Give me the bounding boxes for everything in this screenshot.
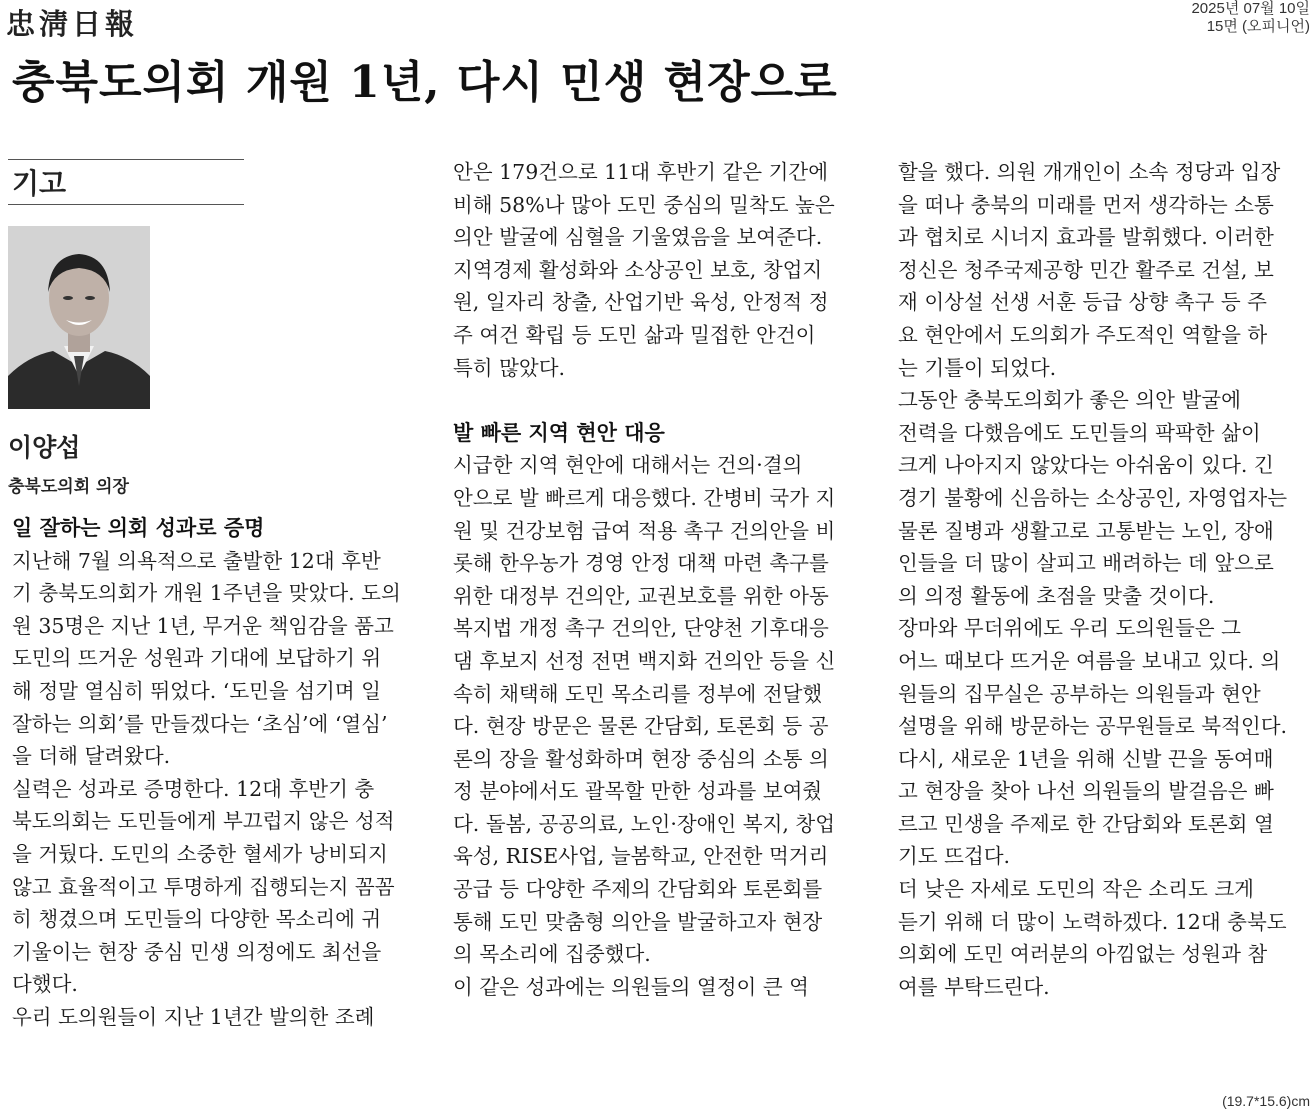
article-text-line: 고 현장을 찾아 나선 의원들의 발걸음은 빠	[898, 779, 1274, 804]
article-text-line: 의 목소리에 집중했다.	[453, 942, 651, 967]
article-text-line: 경기 불황에 신음하는 소상공인, 자영업자는	[898, 485, 1288, 510]
article-text-line: 실력은 성과로 증명한다. 12대 후반기 충	[12, 776, 375, 801]
article-text-line: 물론 질병과 생활고로 고통받는 노인, 장애	[898, 518, 1274, 543]
article-text-line: 도민의 뜨거운 성원과 기대에 보답하기 위	[12, 646, 382, 671]
author-name: 이양섭	[8, 433, 81, 462]
article-column-1	[12, 512, 420, 1034]
article-text-line: 그동안 충북도의회가 좋은 의안 발굴에	[898, 388, 1241, 413]
author-photo	[8, 226, 150, 409]
article-text-line: 롯해 한우농가 경영 안정 대책 마련 촉구를	[453, 551, 829, 576]
article-size-note: (19.7*15.6)cm	[1222, 1093, 1310, 1109]
article-text-line: 안으로 발 빠르게 대응했다. 간병비 국가 지	[453, 485, 836, 510]
article-subheading: 발 빠른 지역 현안 대응	[453, 420, 665, 445]
article-text-line: 기 충북도의회가 개원 1주년을 맞았다. 도의	[12, 581, 401, 606]
article-text-line: 다했다.	[12, 972, 78, 997]
article-text-line: 원, 일자리 창출, 산업기반 육성, 안정적 정	[453, 290, 829, 315]
article-column-3	[898, 156, 1310, 1003]
article-text-line: 의안 발굴에 심혈을 기울였음을 보여준다.	[453, 225, 823, 250]
article-text-line: 전력을 다했음에도 도민들의 팍팍한 삶이	[898, 420, 1261, 445]
article-text-line: 주 여건 확립 등 도민 삶과 밀접한 안건이	[453, 322, 816, 347]
article-text-line: 육성, RISE사업, 늘봄학교, 안전한 먹거리	[453, 844, 829, 869]
article-text-line: 댐 후보지 선정 전면 백지화 건의안 등을 신	[453, 648, 836, 673]
article-text-line: 과 협치로 시너지 효과를 발휘했다. 이러한	[898, 225, 1274, 250]
article-text-line: 다. 돌봄, 공공의료, 노인·장애인 복지, 창업	[453, 811, 836, 836]
article-text-line: 잘하는 의회’를 만들겠다는 ‘초심’에 ‘열심’	[12, 711, 388, 736]
article-text-line: 할을 했다. 의원 개개인이 소속 정당과 입장	[898, 160, 1281, 184]
article-text-line: 을 거뒀다. 도민의 소중한 혈세가 낭비되지	[12, 841, 388, 866]
author-portrait-image	[8, 226, 150, 409]
article-text-line: 기도 뜨겁다.	[898, 844, 1011, 869]
article-text-line: 이 같은 성과에는 의원들의 열정이 큰 역	[453, 974, 809, 999]
newspaper-masthead: 忠淸日報	[6, 7, 139, 41]
article-text-line: 장마와 무더위에도 우리 도의원들은 그	[898, 616, 1241, 641]
article-text-line: 크게 나아지지 않았다는 아쉬움이 있다. 긴	[898, 453, 1274, 478]
article-text-line: 의 의정 활동에 초점을 맞출 것이다.	[898, 583, 1215, 608]
article-text-line: 재 이상설 선생 서훈 등급 상향 촉구 등 주	[898, 290, 1267, 315]
publication-page: 15면 (오피니언)	[1206, 18, 1310, 35]
article-text-line: 듣기 위해 더 많이 노력하겠다. 12대 충북도	[898, 909, 1287, 934]
article-text-line: 을 더해 달려왔다.	[12, 744, 171, 769]
article-text-line: 르고 민생을 주제로 한 간담회와 토론회 열	[898, 811, 1274, 836]
article-headline: 충북도의회 개원 1년, 다시 민생 현장으로	[12, 57, 838, 108]
article-text-line: 지난해 7월 의욕적으로 출발한 12대 후반	[12, 548, 381, 573]
article-text-line: 설명을 위해 방문하는 공무원들로 북적인다.	[898, 714, 1288, 739]
article-text-line: 해 정말 열심히 뛰었다. ‘도민을 섬기며 일	[12, 678, 381, 703]
article-text-line: 정신은 청주국제공항 민간 활주로 건설, 보	[898, 257, 1274, 282]
article-subheading: 일 잘하는 의회 성과로 증명	[12, 516, 265, 540]
article-text-line: 속히 채택해 도민 목소리를 정부에 전달했	[453, 681, 823, 706]
article-text-line: 복지법 개정 촉구 건의안, 단양천 기후대응	[453, 616, 829, 641]
article-text-line: 원 35명은 지난 1년, 무거운 책임감을 품고	[12, 613, 394, 638]
article-text-line: 인들을 더 많이 살피고 배려하는 데 앞으로	[898, 551, 1274, 576]
article-text-line: 다시, 새로운 1년을 위해 신발 끈을 동여매	[898, 746, 1274, 771]
article-text-line: 비해 58%나 많아 도민 중심의 밀착도 높은	[453, 192, 835, 217]
article-column-2	[453, 156, 865, 1003]
article-text-line: 을 떠나 충북의 미래를 먼저 생각하는 소통	[898, 192, 1274, 217]
article-text-line: 는 기틀이 되었다.	[898, 355, 1057, 380]
article-text-line: 북도의회는 도민들에게 부끄럽지 않은 성적	[12, 809, 395, 834]
article-text-line: 정 분야에서도 괄목할 만한 성과를 보여줬	[453, 779, 823, 804]
article-text-line: 우리 도의원들이 지난 1년간 발의한 조례	[12, 1004, 375, 1029]
publication-meta	[1191, 0, 1310, 36]
article-text-line: 위한 대정부 건의안, 교권보호를 위한 아동	[453, 583, 829, 608]
article-text-line: 론의 장을 활성화하며 현장 중심의 소통 의	[453, 746, 829, 771]
article-text-line: 않고 효율적이고 투명하게 집행되는지 꼼꼼	[12, 874, 395, 899]
article-text-line: 안은 179건으로 11대 후반기 같은 기간에	[453, 160, 829, 184]
article-text-line: 원 및 건강보험 급여 적용 촉구 건의안을 비	[453, 518, 836, 543]
article-text-line: 여를 부탁드린다.	[898, 974, 1050, 999]
article-text-line: 공급 등 다양한 주제의 간담회와 토론회를	[453, 877, 823, 902]
article-text-line: 다. 현장 방문은 물론 간담회, 토론회 등 공	[453, 714, 829, 739]
author-title: 충북도의회 의장	[8, 477, 129, 497]
publication-date: 2025년 07월 10일	[1191, 0, 1310, 17]
article-text-line: 시급한 지역 현안에 대해서는 건의·결의	[453, 453, 803, 478]
article-text-line: 기울이는 현장 중심 민생 의정에도 최선을	[12, 939, 382, 964]
article-text-line: 어느 때보다 뜨거운 여름을 보내고 있다. 의	[898, 648, 1281, 673]
article-text-line: 히 챙겼으며 도민들의 다양한 목소리에 귀	[12, 907, 382, 932]
article-text-line: 의회에 도민 여러분의 아낌없는 성원과 참	[898, 942, 1268, 967]
article-text-line: 지역경제 활성화와 소상공인 보호, 창업지	[453, 257, 823, 282]
section-label: 기고	[12, 167, 67, 200]
article-text-line: 특히 많았다.	[453, 355, 566, 380]
paragraph-spacer	[453, 384, 865, 417]
article-text-line: 통해 도민 맞춤형 의안을 발굴하고자 현장	[453, 909, 823, 934]
article-text-line: 요 현안에서 도의회가 주도적인 역할을 하	[898, 322, 1268, 347]
article-text-line: 원들의 집무실은 공부하는 의원들과 현안	[898, 681, 1261, 706]
section-header	[8, 159, 244, 205]
article-text-line: 더 낮은 자세로 도민의 작은 소리도 크게	[898, 877, 1254, 902]
